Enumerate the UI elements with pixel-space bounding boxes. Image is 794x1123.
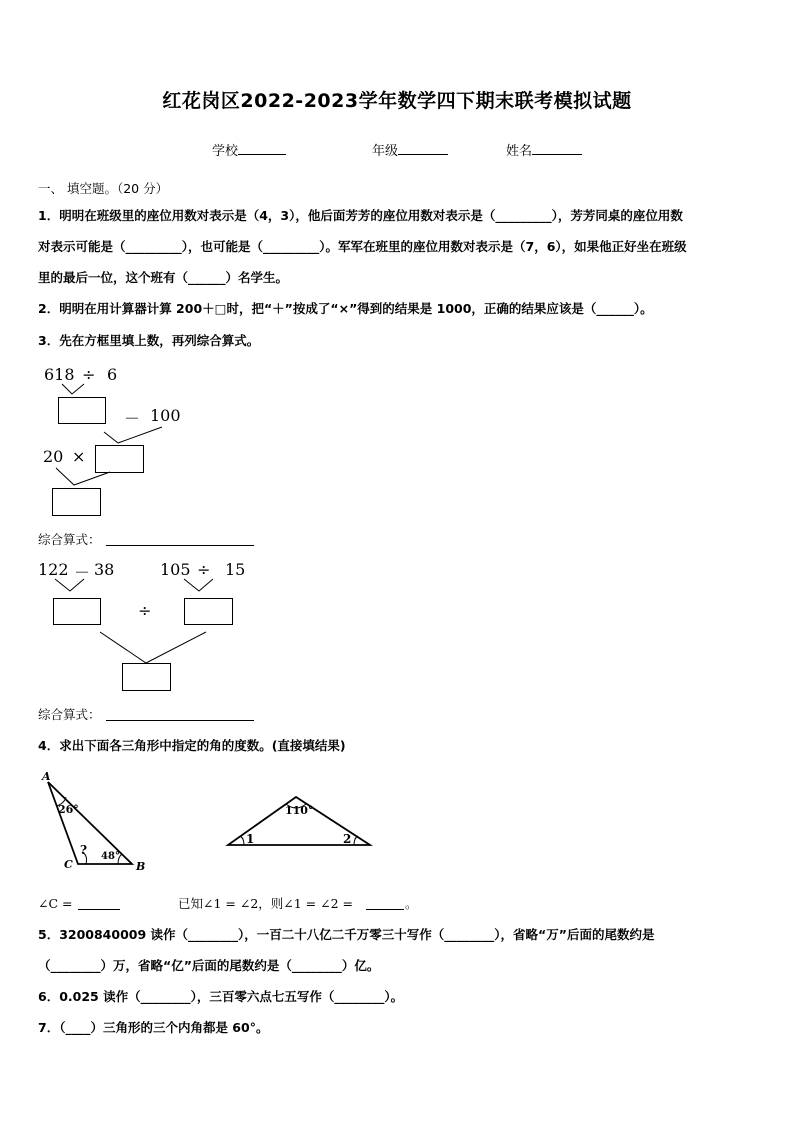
q3-text: 3．先在方框里填上数，再列综合算式。 <box>38 333 260 348</box>
d2-num-38: 38 <box>94 560 115 579</box>
d1-minus-sign: － <box>124 409 141 428</box>
tri1-label-A: A <box>42 770 51 783</box>
q4-answer-2-label: 已知∠1 = ∠2，则∠1 = ∠2 = <box>178 896 353 911</box>
name-label: 姓名 <box>506 144 533 159</box>
school-label: 学校 <box>212 144 239 159</box>
page-title: 红花岗区2022-2023学年数学四下期末联考模拟试题 <box>162 90 632 112</box>
d1-div-sign: ÷ <box>82 365 96 384</box>
formula-1-label: 综合算式： <box>38 532 101 547</box>
d2-minus-sign: － <box>74 563 91 582</box>
d1-num-6: 6 <box>107 365 118 384</box>
q5-line2: （________）万，省略“亿”后面的尾数约是（________）亿。 <box>38 958 380 973</box>
formula-2-label: 综合算式： <box>38 707 101 722</box>
tri1-label-B: B <box>136 860 146 873</box>
grade-label: 年级 <box>372 144 399 159</box>
q2-text: 2．明明在用计算器计算 200＋□时，把“＋”按成了“×”得到的结果是 1000，正确的结果应该是（______）。 <box>38 301 653 316</box>
tri2-angle-top: 110° <box>285 804 314 817</box>
q4-answer-1-blank[interactable] <box>78 909 120 910</box>
q5-line1: 5．3200840009 读作（________），一百二十八亿二千万零三十写作（________），省略“万”后面的尾数约是 <box>38 927 655 942</box>
q1-line1: 1．明明在班级里的座位用数对表示是（4，3），他后面芳芳的座位用数对表示是（_________），芳芳同桌的座位用数 <box>38 208 683 223</box>
q6-text: 6．0.025 读作（________），三百零六点七五写作（________）。 <box>38 989 404 1004</box>
tri1-angle-A: 26° <box>58 803 79 816</box>
d2-div-sign-mid: ÷ <box>138 601 152 620</box>
q4-answer-end: 。 <box>405 896 418 911</box>
section-heading: 一、 填空题。（20 分） <box>38 181 169 196</box>
d1-times-sign: × <box>72 447 86 466</box>
d2-div-sign-top: ÷ <box>197 560 211 579</box>
q7-text: 7．（____）三角形的三个内角都是 60°。 <box>38 1020 269 1035</box>
tri1-angle-B: 48° <box>101 851 120 862</box>
q4-answer-2-blank[interactable] <box>366 909 404 910</box>
d1-num-20: 20 <box>43 447 64 466</box>
q4-text: 4．求出下面各三角形中指定的角的度数。(直接填结果) <box>38 738 346 753</box>
d1-num-100: 100 <box>150 406 181 425</box>
q4-answer-1-label: ∠C = <box>38 896 73 911</box>
d2-num-105: 105 <box>160 560 191 579</box>
d2-num-122: 122 <box>38 560 69 579</box>
tri1-question: ? <box>80 843 88 857</box>
tri1-label-C: C <box>64 858 73 871</box>
d1-num-618: 618 <box>44 365 75 384</box>
tri2-angle-1: 1 <box>246 832 255 846</box>
q1-line2: 对表示可能是（_________），也可能是（_________）。军军在班里的座位用数对表示是（7，6），如果他正好坐在班级 <box>38 239 687 254</box>
q1-line3: 里的最后一位，这个班有（______）名学生。 <box>38 270 289 285</box>
tri2-angle-2: 2 <box>343 832 352 846</box>
d2-num-15: 15 <box>225 560 246 579</box>
